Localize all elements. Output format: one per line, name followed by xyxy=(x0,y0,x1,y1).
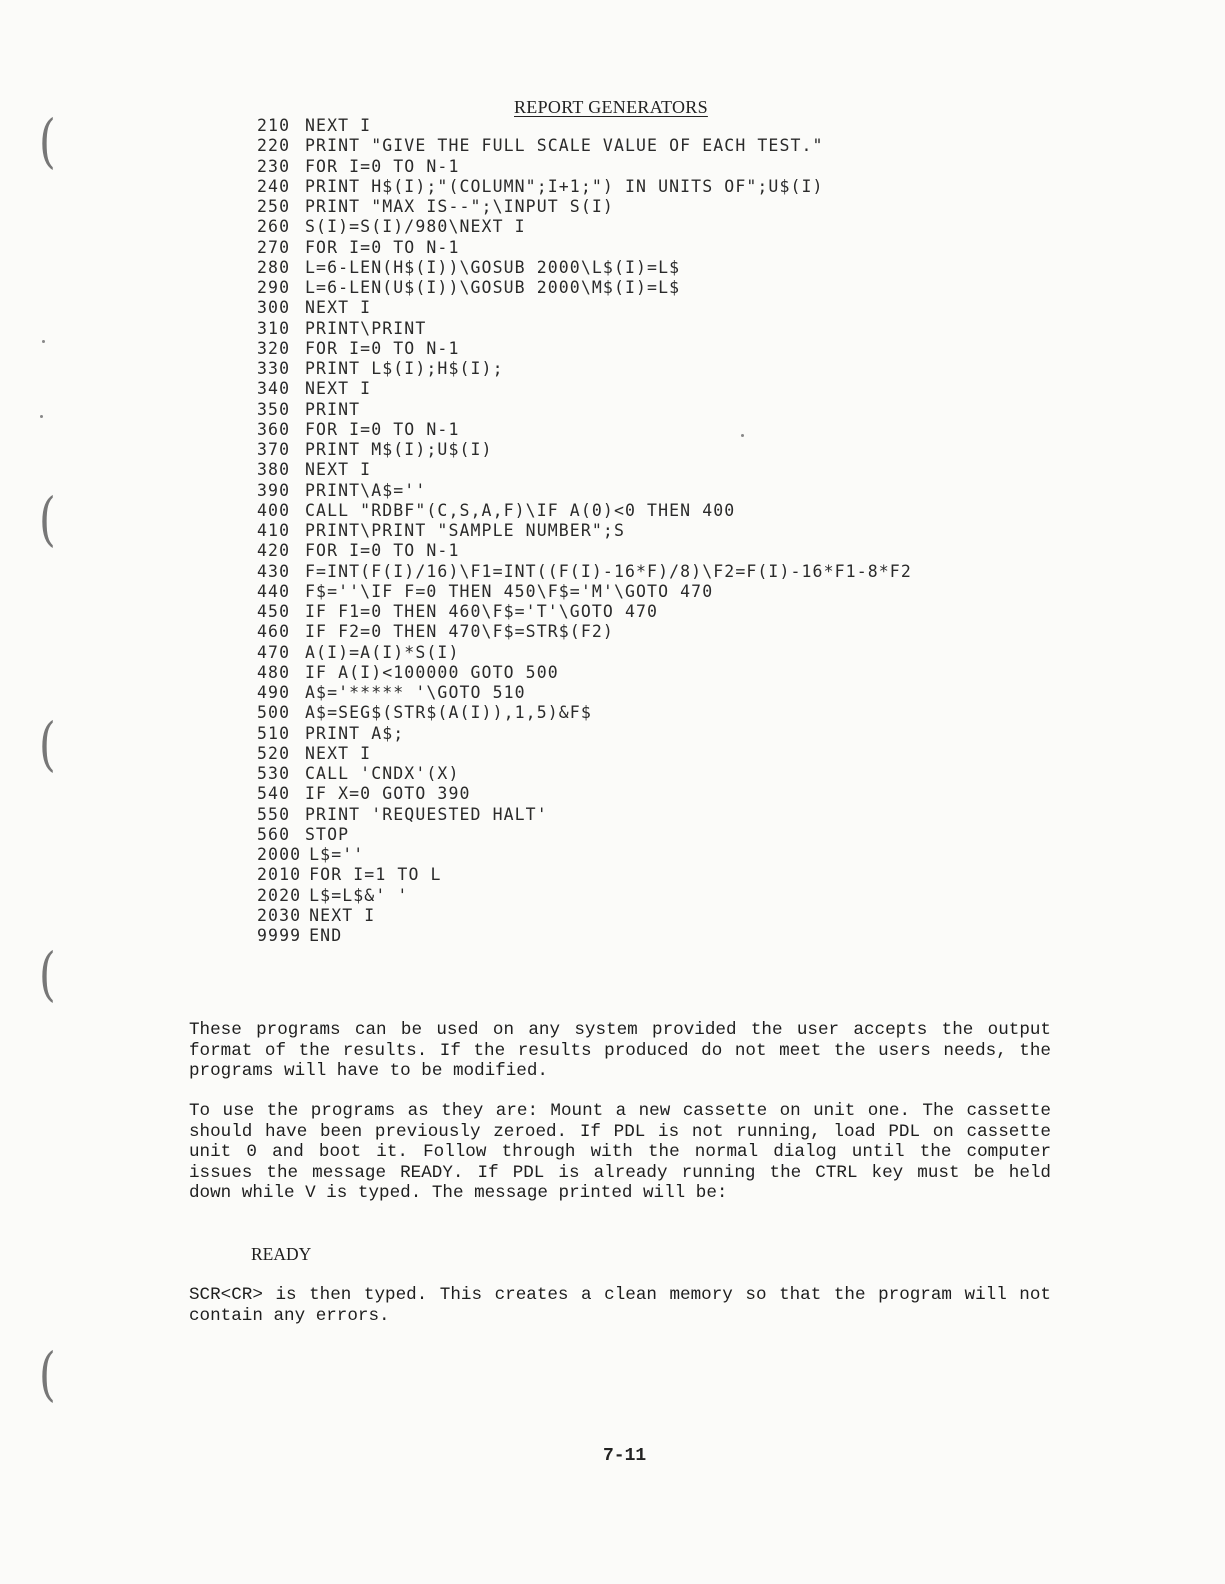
line-number: 290 xyxy=(257,278,291,297)
binder-hole-mark: ( xyxy=(38,940,56,1008)
binder-hole-mark: ( xyxy=(38,485,56,553)
code-statement: PRINT "GIVE THE FULL SCALE VALUE OF EACH TEST." xyxy=(305,136,824,156)
code-statement: IF A(I)<100000 GOTO 500 xyxy=(305,662,559,682)
code-line xyxy=(257,845,912,865)
line-number: 2000 xyxy=(257,845,302,864)
code-line xyxy=(257,805,912,825)
line-number: 450 xyxy=(257,602,291,621)
code-statement: PRINT 'REQUESTED HALT' xyxy=(305,804,548,824)
line-number: 330 xyxy=(257,359,291,378)
code-line xyxy=(257,784,912,804)
page-number: 7-11 xyxy=(603,1446,647,1466)
code-statement: NEXT I xyxy=(309,905,376,925)
line-number: 390 xyxy=(257,480,291,500)
line-number: 370 xyxy=(257,440,291,459)
code-statement: IF F2=0 THEN 470\F$=STR$(F2) xyxy=(305,622,614,642)
code-statement: F$=''\IF F=0 THEN 450\F$='M'\GOTO 470 xyxy=(305,581,714,601)
line-number: 320 xyxy=(257,338,291,358)
code-line xyxy=(257,258,912,278)
line-number: 460 xyxy=(257,622,291,642)
line-number: 540 xyxy=(257,784,291,804)
code-statement: IF F1=0 THEN 460\F$='T'\GOTO 470 xyxy=(305,602,659,621)
code-line xyxy=(257,136,912,156)
body-paragraph: SCR<CR> is then typed. This creates a clean memory so that the program will not contain any errors. xyxy=(189,1285,1051,1326)
code-statement: END xyxy=(309,926,343,945)
code-line xyxy=(257,460,912,480)
code-statement: FOR I=0 TO N-1 xyxy=(305,419,460,439)
code-line xyxy=(257,157,912,177)
code-statement: CALL 'CNDX'(X) xyxy=(305,764,460,783)
code-line xyxy=(257,622,912,642)
code-statement: L$=L$&' ' xyxy=(309,885,409,905)
line-number: 340 xyxy=(257,379,291,399)
line-number: 250 xyxy=(257,197,291,216)
code-line xyxy=(257,420,912,440)
line-number: 550 xyxy=(257,804,291,824)
code-statement: FOR I=1 TO L xyxy=(309,865,442,885)
code-line xyxy=(257,602,912,622)
code-statement: CALL "RDBF"(C,S,A,F)\IF A(0)<0 THEN 400 xyxy=(305,500,736,520)
code-statement: FOR I=0 TO N-1 xyxy=(305,237,460,257)
code-statement: PRINT L$(I);H$(I); xyxy=(305,359,504,378)
page-header: REPORT GENERATORS xyxy=(514,97,708,117)
code-line xyxy=(257,906,912,926)
code-statement: PRINT\A$='' xyxy=(305,480,427,500)
code-statement: FOR I=0 TO N-1 xyxy=(305,156,460,176)
code-statement: PRINT\PRINT xyxy=(305,318,427,338)
code-statement: NEXT I xyxy=(305,116,372,135)
scan-speck xyxy=(40,415,43,418)
code-line xyxy=(257,177,912,197)
line-number: 410 xyxy=(257,521,291,540)
line-number: 9999 xyxy=(257,926,302,945)
line-number: 220 xyxy=(257,136,291,156)
body-paragraph: To use the programs as they are: Mount a new cassette on unit one. The cassette should have been previously zeroed. If PDL is not running, load PDL on cassette unit 0 and boot it. Follow through with the normal dialog until the computer issues the message READY. If PDL is already running the CTRL key must be held down while V is typed. The message printed will be: xyxy=(189,1101,1051,1203)
code-line xyxy=(257,744,912,764)
code-line xyxy=(257,521,912,541)
binder-hole-mark: ( xyxy=(38,1340,56,1408)
code-line xyxy=(257,217,912,237)
code-line xyxy=(257,886,912,906)
code-line xyxy=(257,339,912,359)
scan-speck xyxy=(42,340,45,343)
code-statement: STOP xyxy=(305,824,350,844)
binder-hole-mark: ( xyxy=(38,710,56,778)
line-number: 380 xyxy=(257,460,291,480)
code-statement: FOR I=0 TO N-1 xyxy=(305,338,460,358)
line-number: 490 xyxy=(257,683,291,702)
code-statement: A$='***** '\GOTO 510 xyxy=(305,683,526,702)
code-line xyxy=(257,400,912,420)
code-statement: A$=SEG$(STR$(A(I)),1,5)&F$ xyxy=(305,703,592,723)
line-number: 2020 xyxy=(257,885,302,905)
code-line xyxy=(257,541,912,561)
code-statement: PRINT\PRINT "SAMPLE NUMBER";S xyxy=(305,521,625,540)
code-line xyxy=(257,643,912,663)
line-number: 400 xyxy=(257,500,291,520)
line-number: 210 xyxy=(257,116,291,135)
line-number: 310 xyxy=(257,318,291,338)
code-line xyxy=(257,683,912,703)
line-number: 2010 xyxy=(257,865,302,885)
code-statement: IF X=0 GOTO 390 xyxy=(305,784,471,804)
code-statement: NEXT I xyxy=(305,460,372,480)
line-number: 510 xyxy=(257,723,291,743)
line-number: 520 xyxy=(257,743,291,763)
line-number: 350 xyxy=(257,399,291,419)
code-line xyxy=(257,481,912,501)
line-number: 240 xyxy=(257,176,291,196)
ready-message: READY xyxy=(251,1244,312,1264)
code-line xyxy=(257,501,912,521)
code-statement: L=6-LEN(H$(I))\GOSUB 2000\L$(I)=L$ xyxy=(305,257,681,277)
line-number: 270 xyxy=(257,237,291,257)
code-line xyxy=(257,238,912,258)
line-number: 260 xyxy=(257,217,291,237)
line-number: 430 xyxy=(257,561,291,581)
code-line xyxy=(257,764,912,784)
code-line xyxy=(257,865,912,885)
code-statement: NEXT I xyxy=(305,743,372,763)
code-statement: PRINT xyxy=(305,399,361,419)
binder-hole-mark: ( xyxy=(38,107,56,175)
code-line xyxy=(257,926,912,946)
code-line xyxy=(257,116,912,136)
code-line xyxy=(257,724,912,744)
code-line xyxy=(257,663,912,683)
line-number: 560 xyxy=(257,824,291,844)
line-number: 300 xyxy=(257,298,291,318)
code-statement: A(I)=A(I)*S(I) xyxy=(305,642,460,662)
code-line xyxy=(257,703,912,723)
line-number: 360 xyxy=(257,419,291,439)
code-statement: FOR I=0 TO N-1 xyxy=(305,541,460,561)
code-line xyxy=(257,197,912,217)
code-statement: NEXT I xyxy=(305,298,372,318)
code-line xyxy=(257,359,912,379)
code-statement: S(I)=S(I)/980\NEXT I xyxy=(305,217,526,237)
code-line xyxy=(257,825,912,845)
code-line xyxy=(257,298,912,318)
code-statement: F=INT(F(I)/16)\F1=INT((F(I)-16*F)/8)\F2=F(I)-16*F1-8*F2 xyxy=(305,561,912,581)
line-number: 230 xyxy=(257,156,291,176)
code-statement: PRINT A$; xyxy=(305,723,405,743)
line-number: 470 xyxy=(257,642,291,662)
line-number: 2030 xyxy=(257,905,302,925)
code-line xyxy=(257,440,912,460)
line-number: 480 xyxy=(257,662,291,682)
line-number: 440 xyxy=(257,581,291,601)
code-statement: L$='' xyxy=(309,845,365,864)
body-paragraph: These programs can be used on any system provided the user accepts the output format of the results. If the results produced do not meet the users needs, the programs will have to be modified. xyxy=(189,1020,1051,1081)
code-line xyxy=(257,562,912,582)
code-statement: PRINT "MAX IS--";\INPUT S(I) xyxy=(305,197,614,216)
code-line xyxy=(257,319,912,339)
code-statement: L=6-LEN(U$(I))\GOSUB 2000\M$(I)=L$ xyxy=(305,278,681,297)
line-number: 530 xyxy=(257,764,291,783)
code-statement: PRINT H$(I);"(COLUMN";I+1;") IN UNITS OF";U$(I) xyxy=(305,176,824,196)
code-line xyxy=(257,379,912,399)
code-line xyxy=(257,582,912,602)
code-statement: PRINT M$(I);U$(I) xyxy=(305,440,493,459)
line-number: 500 xyxy=(257,703,291,723)
line-number: 280 xyxy=(257,257,291,277)
code-line xyxy=(257,278,912,298)
code-statement: NEXT I xyxy=(305,379,372,399)
code-listing xyxy=(257,116,912,946)
line-number: 420 xyxy=(257,541,291,561)
